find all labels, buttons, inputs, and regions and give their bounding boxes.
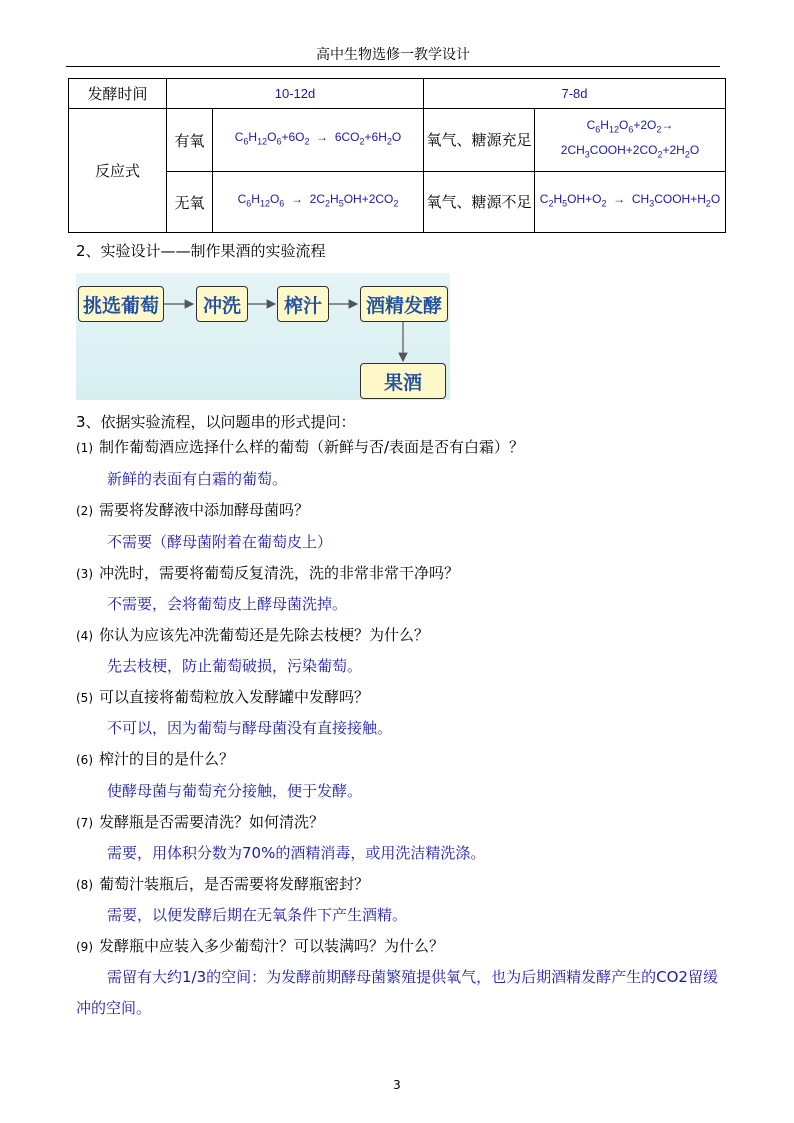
answer-4: 先去枝梗，防止葡萄破损，污染葡萄。 [107,657,363,675]
question-4: (4) 你认为应该先冲洗葡萄还是先除去枝梗？为什么？ [76,626,430,644]
answer-9: 需留有大约1/3的空间：为发酵前期酵母菌繁殖提供氧气，也为后期酒精发酵产生的CO2留缓冲的空间。 [76,968,718,1017]
question-6: (6) 榨汁的目的是什么？ [76,750,235,768]
vinegar-time: 7-8d [424,79,726,109]
question-1: (1) 制作葡萄酒应选择什么样的葡萄（新鲜与否/表面是否有白霜）？ [76,438,525,456]
answer-5: 不可以，因为葡萄与酵母菌没有直接接触。 [107,719,393,737]
aerobic-vinegar-formula: $C_6H_{12}O_6+2O_2\to$ $2CH_3COOH+2CO_2+2H_2O$ [535,109,726,172]
question-2: (2) 需要将发酵液中添加酵母菌吗？ [76,501,310,519]
flow-step-select: 挑选葡萄 [78,286,164,322]
formula-label: 反应式 [69,109,167,233]
question-7: (7) 发酵瓶是否需要清洗？如何清洗？ [76,813,325,831]
time-label: 发酵时间 [69,79,167,109]
flow-step-ferment: 酒精发酵 [360,286,448,322]
answer-3: 不需要，会将葡萄皮上酵母菌洗掉。 [107,595,348,613]
answer-6: 使酵母菌与葡萄充分接触，便于发酵。 [107,782,363,800]
answer-7: 需要，用体积分数为70%的酒精消毒，或用洗洁精洗涤。 [107,844,486,862]
page-header: 高中生物选修一教学设计 [66,46,720,67]
aerobic-condition: 氧气、糖源充足 [424,109,535,172]
section2-title: 2、实验设计——制作果酒的实验流程 [76,242,326,260]
question-9: (9) 发酵瓶中应装入多少葡萄汁？可以装满吗？为什么？ [76,937,445,955]
anaerobic-condition: 氧气、糖源不足 [424,172,535,233]
question-5: (5) 可以直接将葡萄粒放入发酵罐中发酵吗？ [76,688,370,706]
flow-step-rinse: 冲洗 [196,286,248,322]
flow-step-wine: 果酒 [360,363,446,399]
answer-2: 不需要（酵母菌附着在葡萄皮上） [107,533,333,551]
fermentation-table [68,78,726,233]
question-3: (3) 冲洗时，需要将葡萄反复清洗，洗的非常非常干净吗？ [76,564,460,582]
section3-title: 3、依据实验流程，以问题串的形式提问： [76,413,356,431]
question-8: (8) 葡萄汁装瓶后，是否需要将发酵瓶密封？ [76,875,370,893]
flowchart [76,273,450,400]
flow-step-press: 榨汁 [277,286,329,322]
page-number: 3 [393,1078,401,1092]
answer-8: 需要，以便发酵后期在无氧条件下产生酒精。 [107,906,408,924]
wine-time: 10-12d [167,79,424,109]
anaerobic-wine-formula: $C_6H_{12}O_6 \to 2C_2H_5OH+2CO_2$ [213,172,424,233]
aerobic-label: 有氧 [167,109,213,172]
aerobic-wine-formula: $C_6H_{12}O_6+6O_2 \to 6CO_2+6H_2O$ [213,109,424,172]
anaerobic-vinegar-formula: $C_2H_5OH+O_2$ → $CH_3COOH+H_2O$ [535,172,726,233]
answer-1: 新鲜的表面有白霜的葡萄。 [107,470,288,488]
anaerobic-label: 无氧 [167,172,213,233]
